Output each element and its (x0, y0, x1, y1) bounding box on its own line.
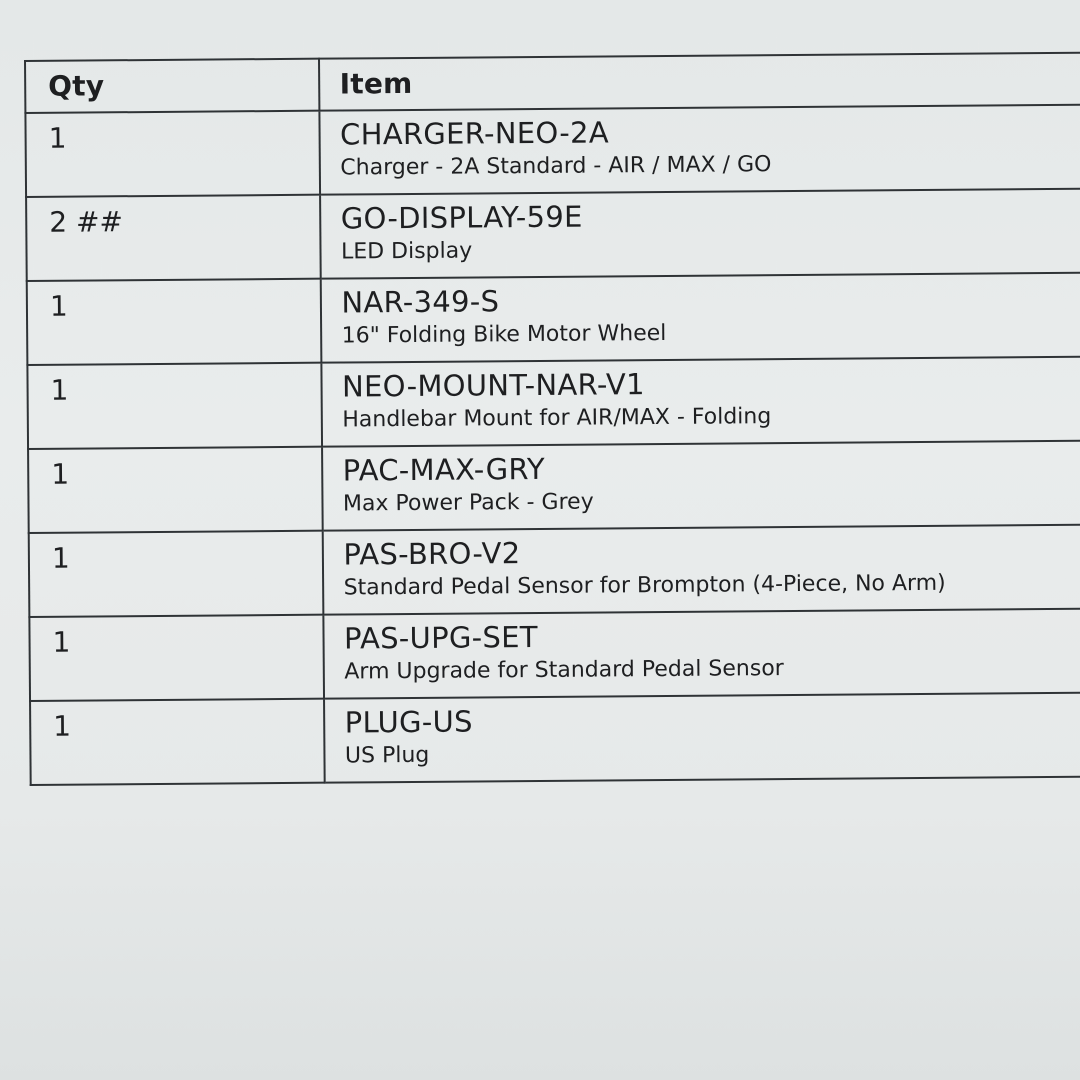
item-cell (322, 440, 1080, 530)
item-code: NEO-MOUNT-NAR-V1 (341, 367, 645, 404)
table-row (29, 608, 1080, 701)
qty-cell: 1 (27, 363, 321, 449)
item-code: CHARGER-NEO-2A (339, 115, 610, 152)
show-through-from-reverse-side (740, 870, 1040, 1040)
item-description: Handlebar Mount for AIR/MAX - Folding (342, 404, 772, 433)
item-code: PLUG-US (344, 704, 473, 740)
qty-cell: 1 (29, 531, 323, 617)
table-row (29, 524, 1080, 617)
table-row (30, 692, 1080, 785)
item-cell (319, 104, 1080, 194)
table-row (27, 356, 1080, 449)
table-row (25, 104, 1080, 197)
item-cell (324, 692, 1080, 782)
item-description: Max Power Pack - Grey (342, 489, 594, 517)
qty-cell: 1 (28, 447, 322, 533)
item-cell (320, 272, 1080, 362)
qty-cell: 1 (27, 279, 321, 365)
item-code: NAR-349-S (341, 284, 500, 320)
table-header-row (25, 52, 1080, 113)
item-cell (322, 524, 1080, 614)
item-cell (321, 356, 1080, 446)
item-code: PAC-MAX-GRY (342, 451, 546, 488)
qty-cell: 1 (25, 111, 319, 197)
item-description: Arm Upgrade for Standard Pedal Sensor (344, 656, 784, 685)
qty-cell: 1 (29, 615, 323, 701)
table-row (27, 272, 1080, 365)
item-description: 16" Folding Bike Motor Wheel (341, 320, 667, 349)
item-cell (323, 608, 1080, 698)
item-column-header: Item (318, 52, 1080, 110)
table-row (26, 188, 1080, 281)
packing-list-table (24, 51, 1080, 786)
item-code: PAS-BRO-V2 (343, 536, 521, 572)
table-row (28, 440, 1080, 533)
qty-cell: 2 ## (26, 195, 320, 281)
item-description: LED Display (340, 238, 473, 265)
qty-cell: 1 (30, 699, 324, 785)
item-description: US Plug (344, 742, 430, 769)
item-code: PAS-UPG-SET (343, 619, 538, 656)
item-description: Standard Pedal Sensor for Brompton (4-Piece, No Arm) (343, 570, 946, 601)
item-code: GO-DISPLAY-59E (340, 199, 583, 236)
qty-column-header: Qty (25, 59, 319, 113)
item-description: Charger - 2A Standard - AIR / MAX / GO (340, 152, 772, 181)
item-cell (320, 188, 1080, 278)
